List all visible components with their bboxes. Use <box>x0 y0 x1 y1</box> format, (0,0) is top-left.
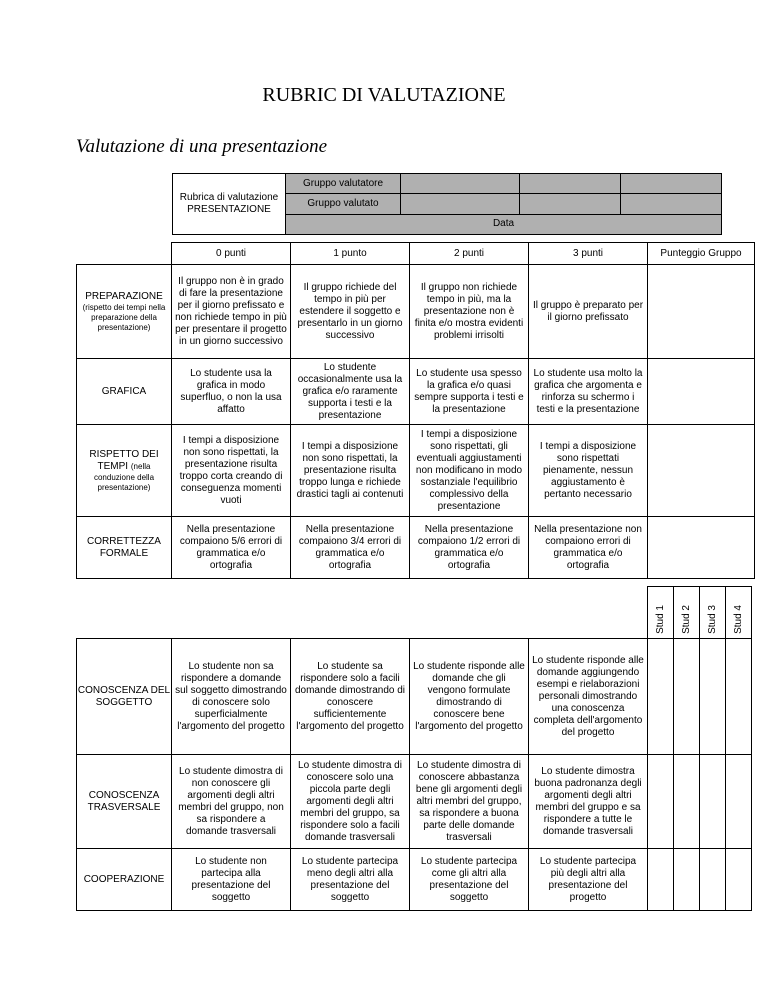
stud-score-cell[interactable] <box>648 639 674 755</box>
row-grafica-name: GRAFICA <box>101 385 147 397</box>
cell: Nella presentazione non compaiono errori di grammatica e/o ortografia <box>529 517 648 579</box>
col-header-2: 2 punti <box>410 243 529 265</box>
cell: Lo studente dimostra buona padronanza degli argomenti degli altri membri del gruppo e sa rispondere a tutte le domande trasversali <box>529 755 648 849</box>
page-title: RUBRIC DI VALUTAZIONE <box>262 84 506 106</box>
cell: Il gruppo è preparato per il giorno prefissato <box>529 265 648 359</box>
cell: Il gruppo non è in grado di fare la presentazione per il giorno prefissato e non richiede tempo in più per presentare il progetto in un giorno successivo <box>172 265 291 359</box>
page-subtitle: Valutazione di una presentazione <box>76 136 328 157</box>
score-cell[interactable] <box>648 265 755 359</box>
row-preparazione-name: PREPARAZIONE <box>85 290 163 302</box>
stud-score-cell[interactable] <box>674 755 700 849</box>
cell: Lo studente dimostra di conoscere abbastanza bene gli argomenti degli altri membri del gruppo, sa rispondere a buona parte delle domande trasversali <box>410 755 529 849</box>
stud-score-cell[interactable] <box>700 849 726 911</box>
corner-cell <box>77 243 172 265</box>
cell: I tempi a disposizione sono rispettati, gli eventuali aggiustamenti non modificano in modo sostanziale l'equilibrio complessivo della presentazione <box>410 425 529 517</box>
gruppo-valutato-field-3[interactable] <box>621 194 722 214</box>
stud-header-2-label: Stud 2 <box>680 605 692 634</box>
cell: Lo studente sa rispondere solo a facili domande dimostrando di conoscere sufficientemente l'argomento del progetto <box>291 639 410 755</box>
stud-score-cell[interactable] <box>726 755 752 849</box>
score-cell[interactable] <box>648 425 755 517</box>
gruppo-valutatore-label: Gruppo valutatore <box>286 174 401 194</box>
gruppo-valutato-field-1[interactable] <box>401 194 520 214</box>
stud-header-3-label: Stud 3 <box>706 605 718 634</box>
row-rispetto-tempi-note-inline: (nella <box>130 461 151 471</box>
spacer <box>529 587 648 639</box>
cell: Lo studente risponde alle domande aggiungendo esempi e rielaborazioni personali dimostrando una conoscenza completa dell'argomento del progetto <box>529 639 648 755</box>
student-table <box>76 586 752 911</box>
cell: Il gruppo richiede del tempo in più per estendere il soggetto e presentarlo in un giorno successivo <box>291 265 410 359</box>
cell: Lo studente risponde alle domande che gli vengono formulate dimostrando di conoscere bene l'argomento del progetto <box>410 639 529 755</box>
header-table <box>172 173 722 235</box>
stud-score-cell[interactable] <box>700 639 726 755</box>
stud-score-cell[interactable] <box>648 755 674 849</box>
stud-score-cell[interactable] <box>726 849 752 911</box>
cell: Lo studente usa la grafica in modo superfluo, o non la usa affatto <box>172 359 291 425</box>
row-preparazione-note: (rispetto dei tempi nella preparazione della presentazione) <box>82 302 166 332</box>
spacer <box>77 587 172 639</box>
stud-header-4-label: Stud 4 <box>732 605 744 634</box>
col-header-score: Punteggio Gruppo <box>648 243 755 265</box>
row-rispetto-tempi-name: RISPETTO DEI TEMPI <box>89 448 159 472</box>
row-correttezza <box>77 517 172 579</box>
cell: Il gruppo non richiede tempo in più, ma la presentazione non è finita e/o mostra evidenti problemi irrisolti <box>410 265 529 359</box>
gruppo-valutato-label: Gruppo valutato <box>286 194 401 214</box>
cell: Lo studente non partecipa alla presentazione del soggetto <box>172 849 291 911</box>
stud-header-4 <box>726 587 752 639</box>
cell: I tempi a disposizione sono rispettati pienamente, nessun aggiustamento è pertanto necessario <box>529 425 648 517</box>
rubric-table <box>76 242 755 579</box>
stud-score-cell[interactable] <box>674 639 700 755</box>
rubric-label-line2: PRESENTAZIONE <box>187 204 271 215</box>
cell: Nella presentazione compaiono 3/4 errori di grammatica e/o ortografia <box>291 517 410 579</box>
spacer <box>291 587 410 639</box>
cell: Lo studente partecipa più degli altri alla presentazione del progetto <box>529 849 648 911</box>
cell: Lo studente dimostra di conoscere solo una piccola parte degli argomenti degli altri membri del gruppo, sa rispondere solo a facili domande trasversali <box>291 755 410 849</box>
row-rispetto-tempi-note: conduzione della presentazione) <box>93 472 155 492</box>
data-label: Data <box>286 214 722 234</box>
row-cooperazione: COOPERAZIONE <box>77 849 172 911</box>
row-rispetto-tempi <box>77 425 172 517</box>
cell: I tempi a disposizione non sono rispettati, la presentazione risulta troppo corta creando di conseguenza momenti vuoti <box>172 425 291 517</box>
score-cell[interactable] <box>648 517 755 579</box>
stud-header-1-label: Stud 1 <box>654 605 666 634</box>
cell: Nella presentazione compaiono 1/2 errori di grammatica e/o ortografia <box>410 517 529 579</box>
row-correttezza-name: CORRETTEZZA FORMALE <box>87 535 161 559</box>
cell: Lo studente partecipa come gli altri alla presentazione del soggetto <box>410 849 529 911</box>
stud-header-3 <box>700 587 726 639</box>
cell: Lo studente usa molto la grafica che argomenta e rinforza su schermo i testi e la presentazione <box>529 359 648 425</box>
cell: Lo studente non sa rispondere a domande sul soggetto dimostrando di conoscere solo superficialmente l'argomento del progetto <box>172 639 291 755</box>
rubric-label <box>173 174 286 235</box>
gruppo-valutatore-field-1[interactable] <box>401 174 520 194</box>
row-preparazione <box>77 265 172 359</box>
spacer <box>410 587 529 639</box>
cell: Lo studente dimostra di non conoscere gli argomenti degli altri membri del gruppo, non sa rispondere a domande trasversali <box>172 755 291 849</box>
stud-header-2 <box>674 587 700 639</box>
gruppo-valutatore-field-3[interactable] <box>621 174 722 194</box>
stud-score-cell[interactable] <box>726 639 752 755</box>
col-header-1: 1 punto <box>291 243 410 265</box>
score-cell[interactable] <box>648 359 755 425</box>
stud-score-cell[interactable] <box>674 849 700 911</box>
row-rispetto-tempi-title <box>77 449 171 473</box>
cell: Lo studente usa spesso la grafica e/o quasi sempre supporta i testi e la presentazione <box>410 359 529 425</box>
stud-header-1 <box>648 587 674 639</box>
row-conoscenza-soggetto: CONOSCENZA DEL SOGGETTO <box>77 639 172 755</box>
cell: I tempi a disposizione non sono rispettati, la presentazione risulta troppo lunga e richiede drastici tagli ai contenuti <box>291 425 410 517</box>
cell: Lo studente occasionalmente usa la grafica e/o raramente supporta i testi e la presentazione <box>291 359 410 425</box>
col-header-0: 0 punti <box>172 243 291 265</box>
gruppo-valutato-field-2[interactable] <box>520 194 621 214</box>
stud-score-cell[interactable] <box>700 755 726 849</box>
cell: Lo studente partecipa meno degli altri alla presentazione del soggetto <box>291 849 410 911</box>
cell: Nella presentazione compaiono 5/6 errori di grammatica e/o ortografia <box>172 517 291 579</box>
stud-score-cell[interactable] <box>648 849 674 911</box>
rubric-label-line1: Rubrica di valutazione <box>179 192 279 203</box>
gruppo-valutatore-field-2[interactable] <box>520 174 621 194</box>
spacer <box>172 587 291 639</box>
row-grafica <box>77 359 172 425</box>
col-header-3: 3 punti <box>529 243 648 265</box>
row-conoscenza-trasversale: CONOSCENZA TRASVERSALE <box>77 755 172 849</box>
